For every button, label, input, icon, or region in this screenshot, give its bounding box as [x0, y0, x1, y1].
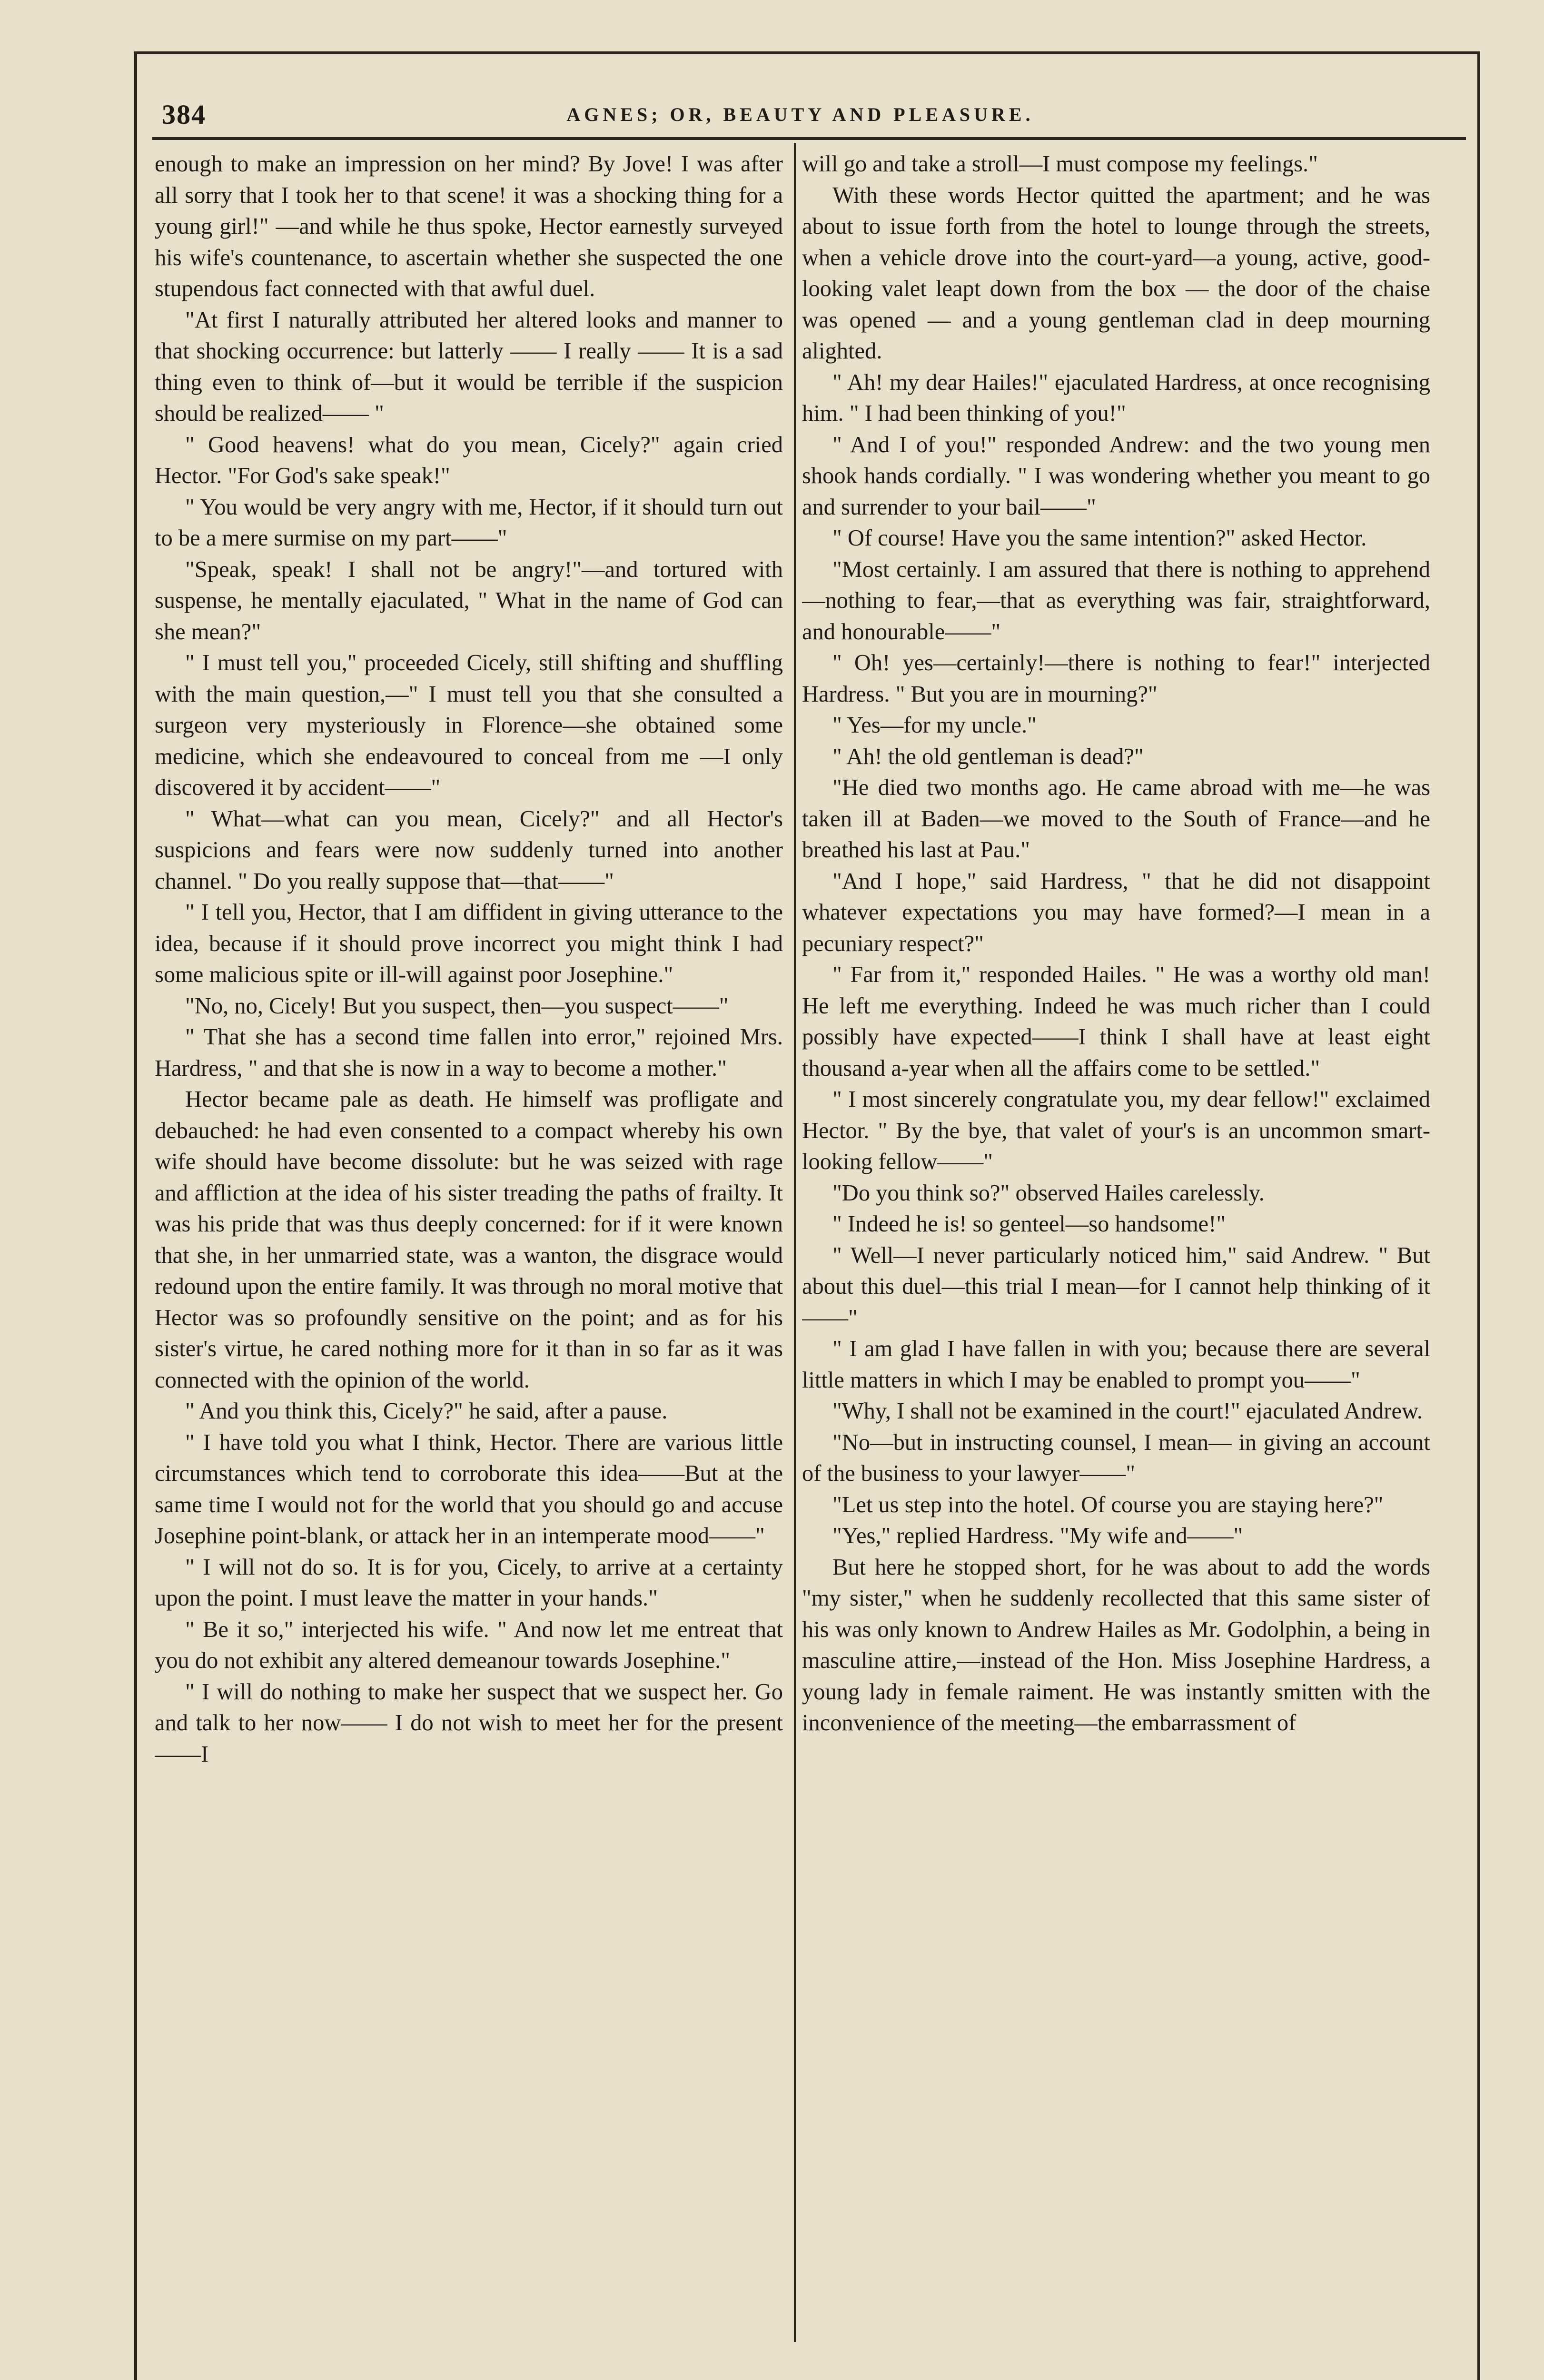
paragraph: " Yes—for my uncle.": [832, 713, 1037, 738]
paragraph: enough to make an impression on her mind? By Jove! I was after all sorry that I took her to that scene! it was a shocking thing for a young girl!" —and while he thus spoke, Hector earnestly surveyed his wife's countenance, to ascertain whether she suspected the one stupendous fact connected with that awful duel.: [155, 151, 783, 301]
paragraph: "He died two months ago. He came abroad with me—he was taken ill at Baden—we moved to the South of France—and he breathed his last at Pau.": [802, 775, 1430, 863]
paragraph: "Let us step into the hotel. Of course you are staying here?": [832, 1492, 1384, 1517]
paragraph: " And I of you!" responded Andrew: and the two young men shook hands cordially. " I was wondering whether you meant to go and surrender to your bail——": [802, 432, 1430, 520]
paragraph: will go and take a stroll—I must compose my feelings.": [802, 151, 1318, 177]
column-divider: [794, 143, 796, 2342]
paragraph: "Most certainly. I am assured that there is nothing to apprehend—nothing to fear,—that as everything was fair, straightforward, and honourable——": [802, 556, 1430, 645]
paragraph: " What—what can you mean, Cicely?" and all Hector's suspicions and fears were now suddenly turned into another channel. " Do you really suppose that—that——": [155, 806, 783, 894]
right-column: [802, 149, 1430, 2357]
left-column: [155, 149, 783, 2357]
paragraph: " And you think this, Cicely?" he said, after a pause.: [185, 1398, 668, 1424]
header-rule: [152, 137, 1466, 140]
paragraph: "And I hope," said Hardress, " that he did not disappoint whatever expectations you may have formed?—I mean in a pecuniary respect?": [802, 868, 1430, 956]
paragraph: " I will do nothing to make her suspect that we suspect her. Go and talk to her now—— I do not wish to meet her for the present——I: [155, 1679, 783, 1767]
paragraph: "No—but in instructing counsel, I mean— in giving an account of the business to your lawyer——": [802, 1429, 1430, 1486]
paragraph: " Oh! yes—certainly!—there is nothing to fear!" interjected Hardress. " But you are in mourning?": [802, 650, 1430, 707]
paragraph: "At first I naturally attributed her altered looks and manner to that shocking occurrence: but latterly —— I really —— It is a sad thing even to think of—but it would be terrible if the suspicion should be realized—— ": [155, 307, 783, 426]
paragraph: " Far from it," responded Hailes. " He was a worthy old man! He left me everything. Indeed he was much richer than I could possibly have expected——I think I shall have at least eight thousand a-year when all the affairs come to be settled.": [802, 962, 1430, 1081]
paragraph: But here he stopped short, for he was about to add the words "my sister," when he suddenly recollected that this same sister of his was only known to Andrew Hailes as Mr. Godolphin, a being in masculine attire,—instead of the Hon. Miss Josephine Hardress, a young lady in female raiment. He was instantly smitten with the inconvenience of the meeting—the embarrassment of: [802, 1554, 1430, 1735]
paragraph: " I must tell you," proceeded Cicely, still shifting and shuffling with the main question,—" I must tell you that she consulted a surgeon very mysteriously in Florence—she obtained some medicine, which she endeavoured to conceal from me —I only discovered it by accident——": [155, 650, 783, 800]
paragraph: "Do you think so?" observed Hailes carelessly.: [832, 1180, 1265, 1206]
paragraph: " I have told you what I think, Hector. There are various little circumstances which tend to corroborate this idea——But at the same time I would not for the world that you should go and accuse Josephine point-blank, or attack her in an intemperate mood——": [155, 1429, 783, 1548]
page-number: 384: [162, 99, 206, 130]
paragraph: " Ah! my dear Hailes!" ejaculated Hardress, at once recognising him. " I had been thinking of you!": [802, 369, 1430, 426]
paragraph: " Good heavens! what do you mean, Cicely?" again cried Hector. "For God's sake speak!": [155, 432, 783, 488]
paragraph: " I most sincerely congratulate you, my dear fellow!" exclaimed Hector. " By the bye, that valet of your's is an uncommon smart-looking fellow——": [802, 1087, 1430, 1174]
paragraph: " Of course! Have you the same intention?" asked Hector.: [832, 526, 1367, 551]
paragraph: "Why, I shall not be examined in the court!" ejaculated Andrew.: [832, 1398, 1423, 1424]
paragraph: " Indeed he is! so genteel—so handsome!": [832, 1211, 1226, 1237]
paragraph: " That she has a second time fallen into error," rejoined Mrs. Hardress, " and that she is now in a way to become a mother.": [155, 1024, 783, 1081]
paragraph: With these words Hector quitted the apartment; and he was about to issue forth from the hotel to lounge through the streets, when a vehicle drove into the court-yard—a young, active, good-looking valet leapt down from the box — the door of the chaise was opened — and a young gentleman clad in deep mourning alighted.: [802, 182, 1430, 364]
paragraph: " I tell you, Hector, that I am diffident in giving utterance to the idea, because if it should prove incorrect you might think I had some malicious spite or ill-will against poor Josephine.": [155, 900, 783, 987]
paragraph: " I am glad I have fallen in with you; because there are several little matters in which I may be enabled to prompt you——": [802, 1336, 1430, 1393]
paragraph: " Well—I never particularly noticed him," said Andrew. " But about this duel—this trial I mean—for I cannot help thinking of it——": [802, 1242, 1430, 1330]
paragraph: " Ah! the old gentleman is dead?": [832, 744, 1144, 769]
page-header: [162, 90, 1452, 138]
paragraph: Hector became pale as death. He himself was profligate and debauched: he had even consented to a compact whereby his own wife should have become dissolute: but he was seized with rage and affliction at the idea of his sister treading the paths of frailty. It was his pride that was thus deeply concerned: for if it were known that she, in her unmarried state, was a wanton, the disgrace would redound upon the entire family. It was through no moral motive that Hector was so profoundly sensitive on the point; and as for his sister's virtue, he cared nothing more for it than in so far as it was connected with the opinion of the world.: [155, 1087, 783, 1393]
paragraph: "No, no, Cicely! But you suspect, then—you suspect——": [185, 993, 729, 1019]
paragraph: " I will not do so. It is for you, Cicely, to arrive at a certainty upon the point. I must leave the matter in your hands.": [155, 1554, 783, 1611]
paragraph: " Be it so," interjected his wife. " And now let me entreat that you do not exhibit any altered demeanour towards Josephine.": [155, 1616, 783, 1673]
paragraph: "Yes," replied Hardress. "My wife and——": [832, 1523, 1243, 1548]
running-title: AGNES; OR, BEAUTY AND PLEASURE.: [566, 103, 1034, 125]
paragraph: "Speak, speak! I shall not be angry!"—and tortured with suspense, he mentally ejaculated, " What in the name of God can she mean?": [155, 556, 783, 645]
paragraph: " You would be very angry with me, Hector, if it should turn out to be a mere surmise on my part——": [155, 494, 783, 551]
